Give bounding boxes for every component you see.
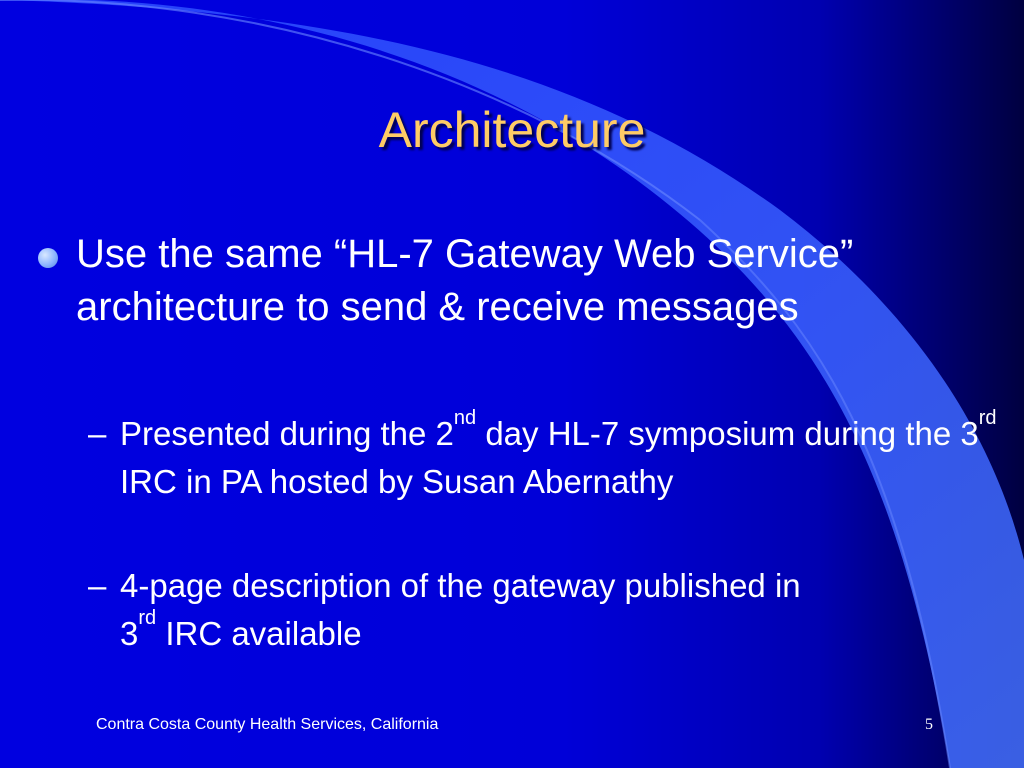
page-number: 5 [925,716,933,733]
sub-bullet-1-dash: – [88,415,107,452]
sub-bullet-1-text: Presented during the 2nd day HL-7 symposium during the 3rd IRC in PA hosted by Susan Abernathy [120,407,997,500]
slide-title: Architecture [378,102,646,158]
bullet-1-text: Use the same “HL-7 Gateway Web Service” architecture to send & receive messages [76,232,854,329]
sub-bullet-2-text: 4-page description of the gateway published in 3rd IRC available [120,567,801,652]
footer-text: Contra Costa County Health Services, California [96,716,439,733]
sub-bullet-2-dash: – [88,567,107,604]
bullet-dot-icon [38,248,58,268]
